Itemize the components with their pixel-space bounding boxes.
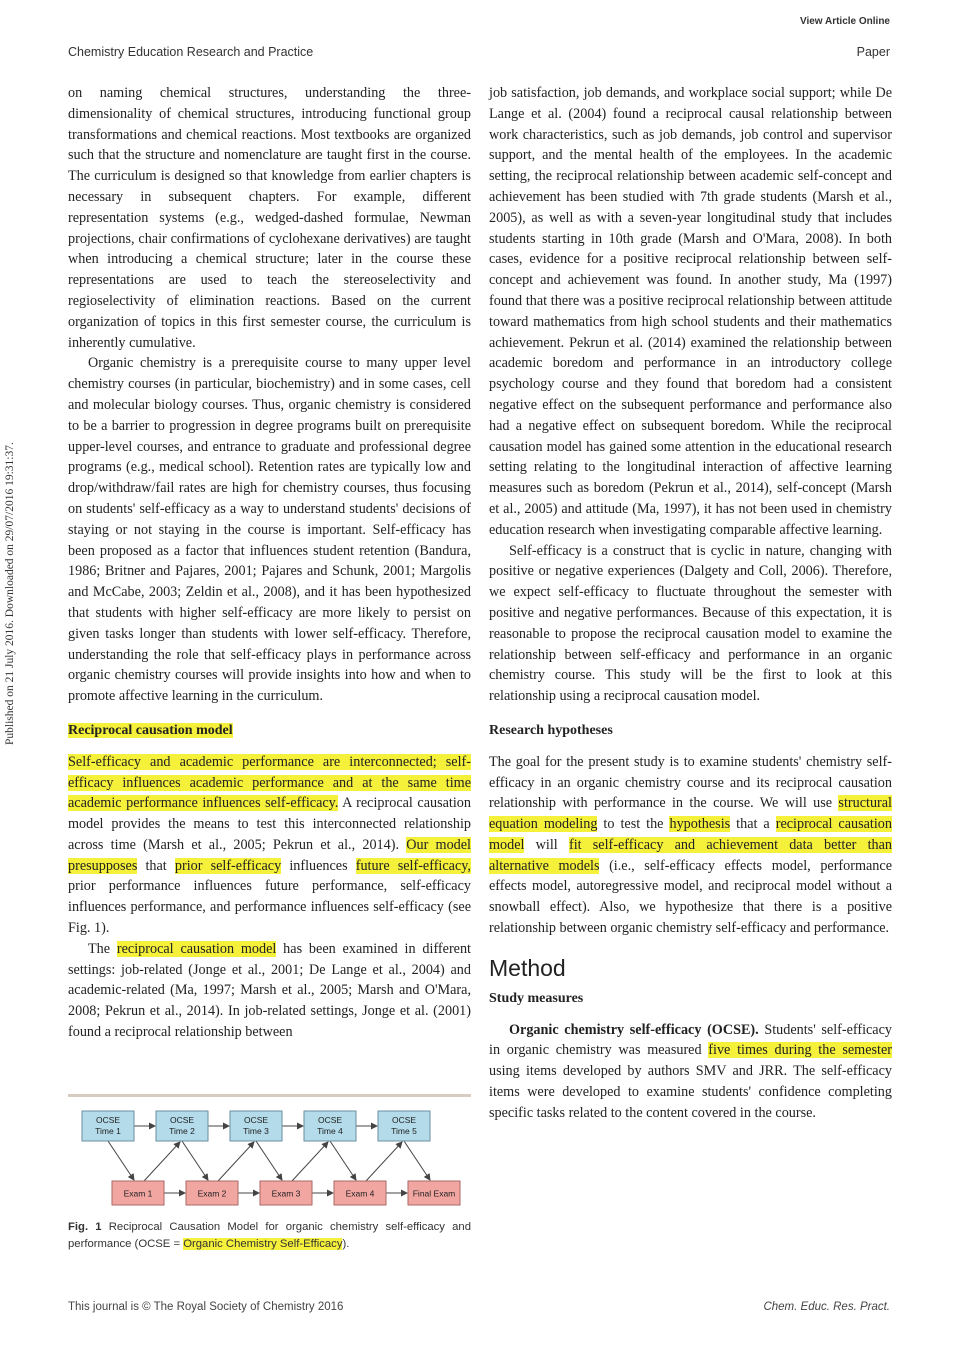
highlight: Our model presupposes <box>68 836 471 874</box>
paragraph: Self-efficacy and academic performance are interconnected; self-efficacy influences academic performance and at the same time academic performance influences self-efficacy. A reciprocal causation model provides the means to test this interconnected relationship across time (Marsh et al., 2005; Pekrun et al., 2014). Our model presupposes that prior self-efficacy influences future self-efficacy, prior performance influences future performance, self-efficacy influences performance, and performance influences self-efficacy (see Fig. 1). <box>68 753 471 937</box>
exam-box-label: Final Exam <box>412 1188 456 1199</box>
ocse-box-time: Time 4 <box>317 1126 343 1136</box>
ocse-box-label: OCSE <box>243 1115 269 1125</box>
article-type: Paper <box>856 45 890 59</box>
exam-box-label: Exam 2 <box>197 1188 227 1199</box>
reciprocal-causation-diagram <box>68 1105 471 1213</box>
exam-box-label: Exam 4 <box>345 1188 375 1199</box>
diagram-arrow <box>108 1141 134 1180</box>
diagram-arrow <box>256 1141 282 1180</box>
footer-copyright: This journal is © The Royal Society of Chemistry 2016 <box>68 1301 344 1313</box>
journal-title: Chemistry Education Research and Practice <box>68 45 314 59</box>
highlight: hypothesis <box>669 816 731 833</box>
diagram-arrow <box>292 1142 328 1181</box>
highlight: prior self-efficacy <box>174 857 282 874</box>
ocse-box-time: Time 1 <box>95 1126 121 1136</box>
figure-1 <box>68 1094 471 1253</box>
diagram-arrow <box>218 1142 254 1181</box>
highlight: structural equation modeling <box>489 795 892 833</box>
figure-caption: Fig. 1 Reciprocal Causation Model for organic chemistry self-efficacy and performance (OCSE = Organic Chemistry Self-Efficacy). <box>68 1221 471 1250</box>
ocse-box-time: Time 5 <box>391 1126 417 1136</box>
diagram-arrow <box>144 1142 180 1181</box>
exam-box-label: Exam 1 <box>123 1188 153 1199</box>
diagram-arrow <box>182 1141 208 1180</box>
diagram-arrow <box>404 1141 430 1180</box>
ocse-box-label: OCSE <box>169 1115 195 1125</box>
paragraph: Self-efficacy is a construct that is cyclic in nature, changing with positive or negative experiences (Dalgety and Coll, 2006). Therefore, we expect self-efficacy to fluctuate throughout the semester with positive and negative performances. Because of this expectation, it is reasonable to propose the reciprocal causation model to examine the relationship between self-efficacy and performance in an organic chemistry course. This study will be the first to look at this relationship using a reciprocal causation model. <box>489 542 892 705</box>
right-column <box>489 83 892 1124</box>
ocse-box-time: Time 3 <box>243 1126 269 1136</box>
paragraph: job satisfaction, job demands, and workplace social support; while De Lange et al. (2004) found a reciprocal causal relationship between work characteristics, such as job demands, job control and supervisor support, and the mental health of the employees. In the academic setting, the reciprocal relationship between academic self-concept and achievement has been studied with 7th grade students (Marsh et al., 2005), as well as with a seven-year longitudinal study that includes students starting in 10th grade (Marsh and O'Mara, 2008). In both cases, evidence for a positive reciprocal relationship between self-concept and achievement was found. In another study, Ma (1997) found that there was a positive reciprocal relationship between attitude toward mathematics from high school students and their mathematics achievement. Pekrun et al. (2014) examined the relationship between academic boredom and performance in an introductory college psychology course and they found that boredom had a consistent negative effect on the subsequent performance and performance also had a negative effect on subsequent boredom. While the reciprocal causation model has gained some attention in the educational research setting relating to the longitudinal interaction of affective learning measures such as boredom (Pekrun et al., 2014), self-concept (Marsh et al., 2005) and attitude (Ma, 1997), it has not been used in chemistry education research when investigating comparable affective learning. <box>489 85 892 538</box>
highlight: Reciprocal causation model <box>68 722 233 738</box>
ocse-box-time: Time 2 <box>169 1126 195 1136</box>
ocse-box-label: OCSE <box>317 1115 343 1125</box>
figure-top-rule <box>68 1094 471 1097</box>
highlight: future self-efficacy, <box>355 857 471 874</box>
footer-journal: Chem. Educ. Res. Pract. <box>763 1301 890 1313</box>
diagram-arrow <box>330 1141 356 1180</box>
highlight: fit self-efficacy and achievement data better than alternative models <box>489 836 892 874</box>
paragraph: The reciprocal causation model has been examined in different settings: job-related (Jonge et al., 2001; De Lange et al., 2004) and academic-related (Ma, 1997; Marsh et al., 2005; Marsh and O'Mara, 2008; Pekrun et al., 2014). In job-related settings, Jonge et al. (2001) found a reciprocal relationship between <box>68 940 472 1041</box>
left-column <box>68 83 471 1043</box>
highlight: reciprocal causation model <box>489 816 892 853</box>
paragraph: Organic chemistry self-efficacy (OCSE). Students' self-efficacy in organic chemistry was measured five times during the semester using items developed by authors SMV and JRR. The self-efficacy items were developed to examine students' confidence completing specific tasks related to the content covered in the course. <box>489 1021 892 1121</box>
highlight: reciprocal causation model <box>116 940 277 957</box>
publication-note: Published on 21 July 2016. Downloaded on 29/07/2016 19:31:37. <box>4 442 16 745</box>
section-heading <box>68 721 471 742</box>
view-article-online-link[interactable]: View Article Online <box>799 16 890 27</box>
highlight: Self-efficacy and academic performance are interconnected; self-efficacy influences academic performance and at the same time academic performance influences self-efficacy. <box>68 753 471 812</box>
method-title: Method <box>489 954 566 981</box>
highlight: five times during the semester <box>708 1042 892 1059</box>
highlight: Organic Chemistry Self-Efficacy <box>183 1238 343 1250</box>
ocse-box-label: OCSE <box>391 1115 417 1125</box>
subsection-heading: Study measures <box>489 990 584 1006</box>
diagram-arrow <box>366 1142 402 1181</box>
exam-box-label: Exam 3 <box>271 1188 301 1199</box>
paragraph: Organic chemistry is a prerequisite course to many upper level chemistry courses (in particular, biochemistry) and in some cases, cell and molecular biology courses. Thus, organic chemistry is considered to be a barrier to progression in degree programs built on prerequisite upper-level courses, and entrance to graduate and professional degree programs (e.g., medical school). Retention rates are typically low and drop/withdraw/fail rates are high for chemistry courses, thus focusing on students' self-efficacy as a way to understand students' decisions of staying or not staying in the course is important. Self-efficacy has been proposed as a factor that influences student retention (Bandura, 1986; Britner and Pajares, 2001; Pajares and Schunk, 2001; Margolis and McCabe, 2003; Zeldin et al., 2008), and it has been hypothesized that students with higher self-efficacy are more likely to persist on given tasks longer than students with lower self-efficacy. Therefore, understanding the role that self-efficacy plays in performance across organic chemistry courses will provide insights into how and when to promote affective learning in the curriculum. <box>68 355 471 705</box>
paragraph: on naming chemical structures, understanding the three-dimensionality of chemical structures, introducing functional group transformations and chemical reactions. Most textbooks are organized such that the structure and nomenclature are taught first in the course. The curriculum is designed so that knowledge from earlier chapters is necessary in subsequent chapters. For example, different representation systems (e.g., wedged-dashed formulae, Newman projections, chair confirmations of cyclohexane derivatives) are taught when introducing a chemical structure; later in the course these representations are used to teach the stereoselectivity and regioselectivity of elimination reactions. Based on the current organization of topics in this first semester course, the curriculum is inherently cumulative. <box>68 85 471 351</box>
ocse-box-label: OCSE <box>95 1115 121 1125</box>
paragraph: The goal for the present study is to examine students' chemistry self-efficacy in an organic chemistry course and its reciprocal causation relationship with performance in the course. We will use structural equation modeling to test the hypothesis that a reciprocal causation model will fit self-efficacy and achievement data better than alternative models (i.e., self-efficacy effects model, performance effects model, autoregressive model, and reciprocal model without a snowball effect). Also, we hypothesize that there is a positive relationship between organic chemistry self-efficacy and performance. <box>489 753 892 937</box>
section-heading: Research hypotheses <box>489 722 613 738</box>
